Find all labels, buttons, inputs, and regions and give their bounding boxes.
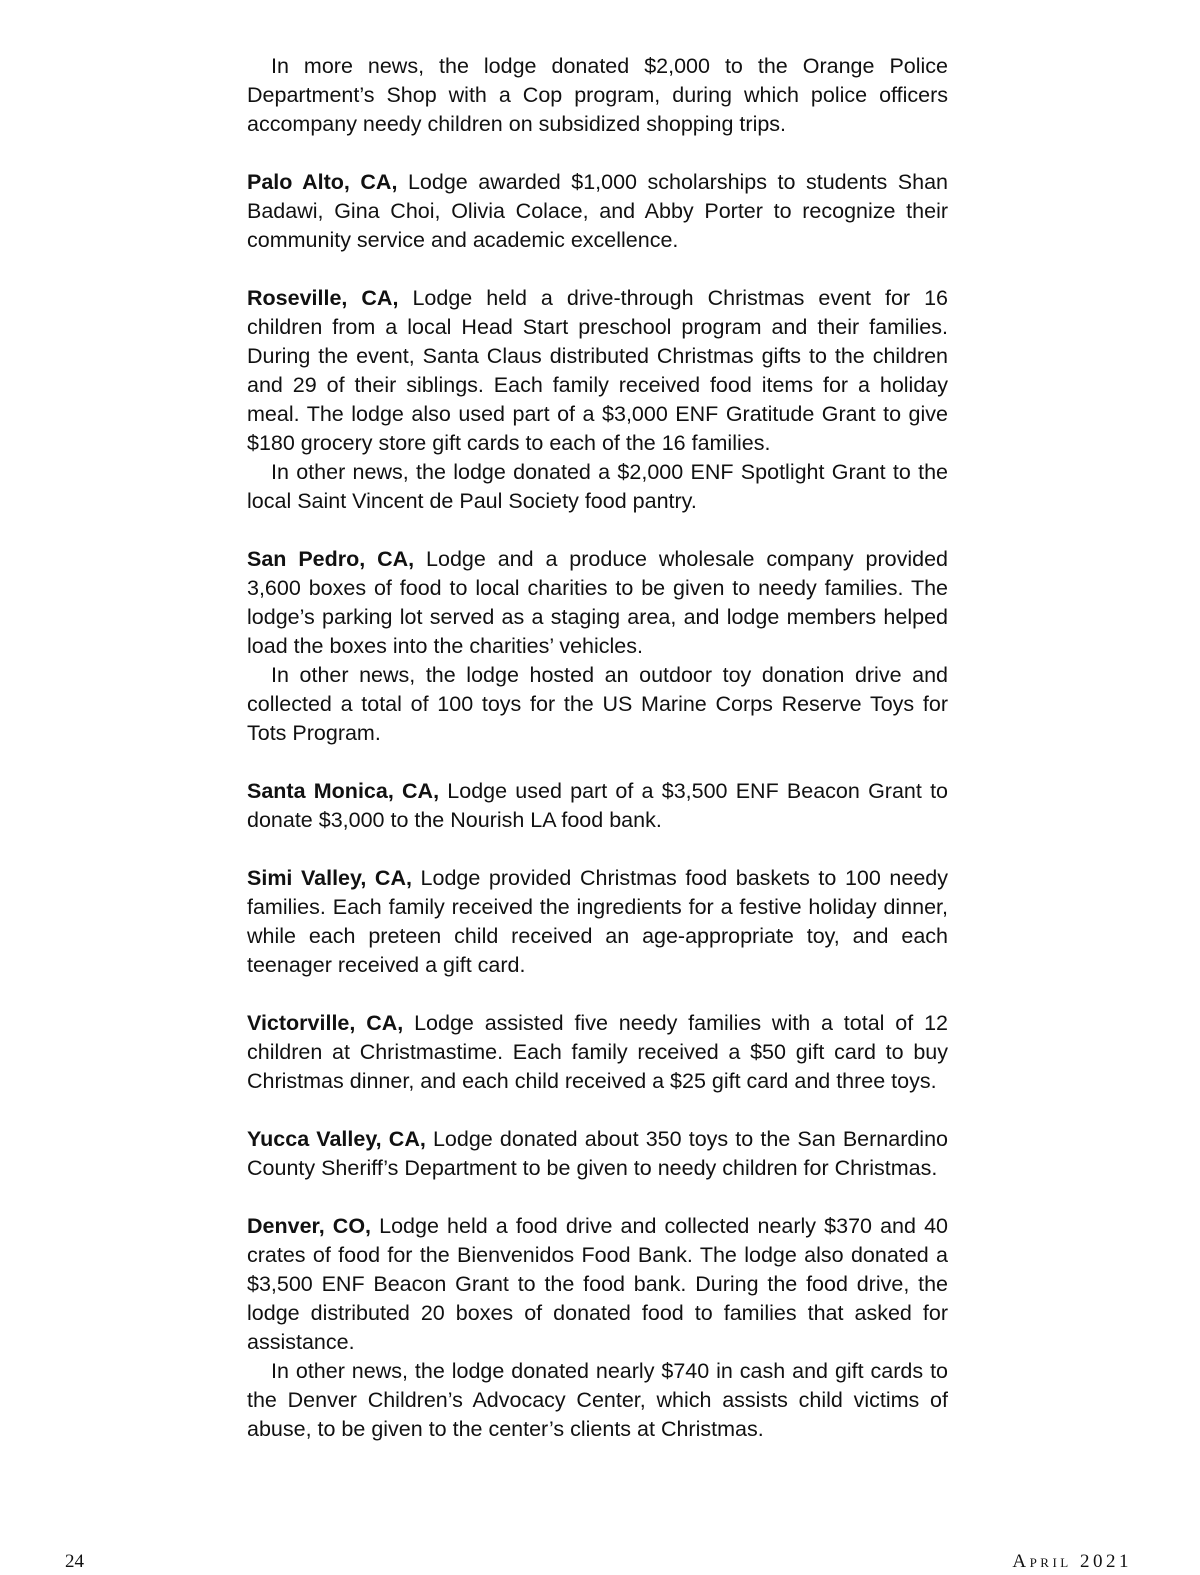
lodge-name: Yucca Valley, CA, bbox=[247, 1127, 426, 1151]
paragraph bbox=[247, 458, 948, 516]
paragraph bbox=[247, 1357, 948, 1444]
paragraph bbox=[247, 777, 948, 835]
paragraph-text: In more news, the lodge donated $2,000 to the Orange Police Department’s Shop with a Cop program, during which police officers accompany needy children on subsidized shopping trips. bbox=[247, 54, 948, 136]
news-entry-roseville bbox=[247, 284, 948, 516]
paragraph-text: Lodge and a produce wholesale company provided 3,600 boxes of food to local charities to be given to needy families. The lodge’s parking lot served as a staging area, and lodge members helped load the boxes into the charities’ vehicles. bbox=[247, 547, 948, 658]
news-entry-denver bbox=[247, 1212, 948, 1444]
paragraph bbox=[247, 1125, 948, 1183]
lodge-name: San Pedro, CA, bbox=[247, 547, 415, 571]
paragraph-text: Lodge held a food drive and collected nearly $370 and 40 crates of food for the Bienvenidos Food Bank. The lodge also donated a $3,500 ENF Beacon Grant to the food bank. During the food drive, the lodge distributed 20 boxes of donated food to families that asked for assistance. bbox=[247, 1214, 948, 1354]
lodge-name: Victorville, CA, bbox=[247, 1011, 404, 1035]
paragraph bbox=[247, 864, 948, 980]
paragraph-text: Lodge provided Christmas food baskets to 100 needy families. Each family received the ingredients for a festive holiday dinner, while each preteen child received an age-appropriate toy, and each teenager received a gift card. bbox=[247, 866, 948, 977]
news-entry-simi-valley bbox=[247, 864, 948, 980]
news-entry-santa-monica bbox=[247, 777, 948, 835]
lodge-name: Denver, CO, bbox=[247, 1214, 372, 1238]
paragraph-text: Lodge donated about 350 toys to the San Bernardino County Sheriff’s Department to be given to needy children for Christmas. bbox=[247, 1127, 948, 1180]
news-entry-victorville bbox=[247, 1009, 948, 1096]
paragraph-text: In other news, the lodge donated a $2,000 ENF Spotlight Grant to the local Saint Vincent de Paul Society food pantry. bbox=[247, 460, 948, 513]
paragraph bbox=[247, 52, 948, 139]
lodge-name: Roseville, CA, bbox=[247, 286, 399, 310]
paragraph bbox=[247, 284, 948, 458]
lodge-name: Simi Valley, CA, bbox=[247, 866, 412, 890]
article-column bbox=[247, 52, 948, 1473]
issue-date: April 2021 bbox=[1012, 1551, 1132, 1572]
news-entry-san-pedro bbox=[247, 545, 948, 748]
paragraph-text: In other news, the lodge donated nearly $740 in cash and gift cards to the Denver Children’s Advocacy Center, which assists child victims of abuse, to be given to the center’s clients at Christmas. bbox=[247, 1359, 948, 1441]
lodge-name: Santa Monica, CA, bbox=[247, 779, 440, 803]
paragraph bbox=[247, 661, 948, 748]
lodge-name: Palo Alto, CA, bbox=[247, 170, 398, 194]
paragraph bbox=[247, 1009, 948, 1096]
news-entry bbox=[247, 52, 948, 139]
paragraph-text: Lodge assisted five needy families with a total of 12 children at Christmastime. Each family received a $50 gift card to buy Christmas dinner, and each child received a $25 gift card and three toys. bbox=[247, 1011, 948, 1093]
paragraph bbox=[247, 1212, 948, 1357]
paragraph bbox=[247, 168, 948, 255]
paragraph-text: Lodge held a drive-through Christmas event for 16 children from a local Head Start preschool program and their families. During the event, Santa Claus distributed Christmas gifts to the children and 29 of their siblings. Each family received food items for a holiday meal. The lodge also used part of a $3,000 ENF Gratitude Grant to give $180 grocery store gift cards to each of the 16 families. bbox=[247, 286, 948, 455]
paragraph bbox=[247, 545, 948, 661]
news-entry-yucca-valley bbox=[247, 1125, 948, 1183]
paragraph-text: Lodge awarded $1,000 scholarships to students Shan Badawi, Gina Choi, Olivia Colace, and Abby Porter to recognize their community service and academic excellence. bbox=[247, 170, 948, 252]
news-entry-palo-alto bbox=[247, 168, 948, 255]
paragraph-text: In other news, the lodge hosted an outdoor toy donation drive and collected a total of 100 toys for the US Marine Corps Reserve Toys for Tots Program. bbox=[247, 663, 948, 745]
page-number: 24 bbox=[65, 1551, 84, 1572]
paragraph-text: Lodge used part of a $3,500 ENF Beacon Grant to donate $3,000 to the Nourish LA food bank. bbox=[247, 779, 948, 832]
